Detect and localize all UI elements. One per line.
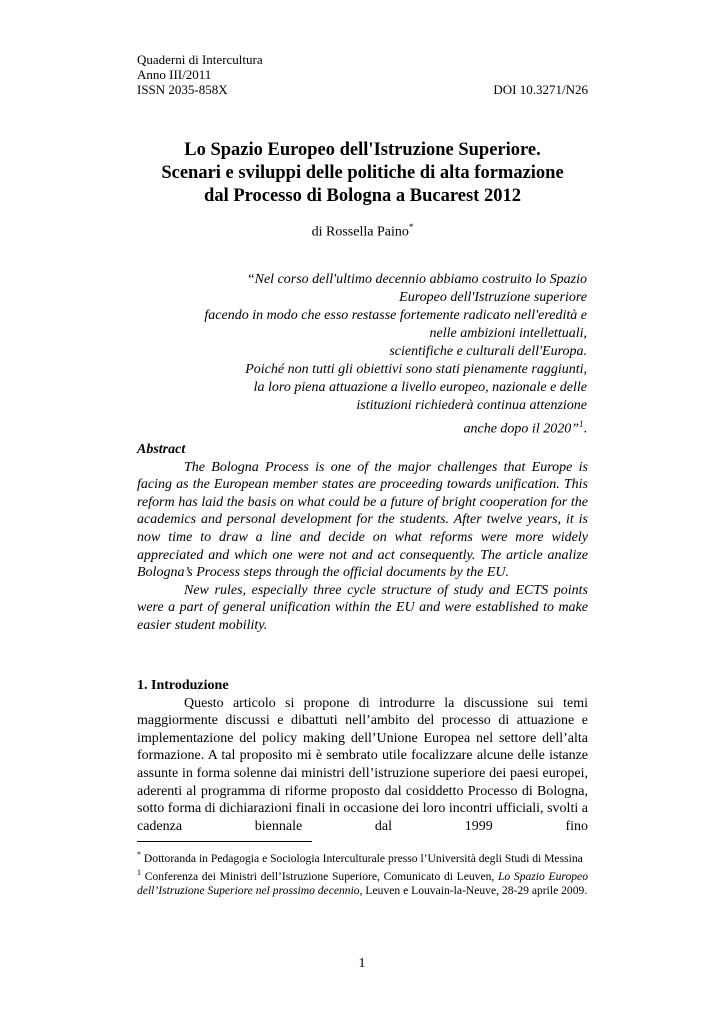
author-footnote-mark: * <box>408 222 414 232</box>
introduction-paragraph: Questo articolo si propone di introdurre la discussione sui temi maggiormente discussi e dibattuti nell’ambito del processo di attuazione e implementazione del policy making dell’Unione Europea nel settore dell’alta formazione. A tal proposito mi è sembrato utile focalizzare alcune delle istanze assunte in forma solenne dai ministri dell’istruzione superiore dei paesi europei, aderenti al programma di riforme proposto dal cosiddetto Processo di Bologna, sotto forma di dichiarazioni finali in occasione dei loro incontri ufficiali, svolti a cadenza biennale dal 1999 fino <box>137 695 588 834</box>
epigraph-line: la loro piena attuazione a livello europeo, nazionale e delle <box>253 380 587 395</box>
abstract-paragraph: The Bologna Process is one of the major challenges that Europe is facing as the European member states are proceeding towards unification. This reform has laid the basis on what could be a future of bright cooperation for the academics and personal development for the students. After twelve years, it is now time to draw a line and decide on what reforms were more widely appreciated and which one were not and act consequently. The article analize Bologna’s Process steps through the official documents by the EU. <box>137 459 588 581</box>
author-name: di Rossella Paino <box>311 224 409 240</box>
epigraph-line: scientifiche e culturali dell'Europa. <box>389 344 587 359</box>
epigraph-line: Europeo dell'Istruzione superiore <box>399 290 587 305</box>
epigraph-line: istituzioni richiederà continua attenzione <box>356 398 587 413</box>
epigraph-end: . <box>583 421 587 437</box>
doi: DOI 10.3271/N26 <box>493 82 588 97</box>
journal-name: Quaderni di Intercultura <box>137 52 263 67</box>
footnote-text: , Leuven e Louvain-la-Neuve, 28-29 aprile 2009. <box>359 883 588 897</box>
introduction-section <box>137 677 588 835</box>
journal-year: Anno III/2011 <box>137 67 212 82</box>
article-title <box>130 139 595 208</box>
issn: ISSN 2035-858X <box>137 82 228 97</box>
issn-doi-row <box>137 82 588 97</box>
epigraph-line: anche dopo il 2020” <box>463 421 579 437</box>
footnote-text: Conferenza dei Ministri dell’Istruzione Superiore, Comunicato di Leuven, <box>144 869 498 883</box>
epigraph-line: Poiché non tutti gli obiettivi sono stati pienamente raggiunti, <box>245 362 587 377</box>
footnote-text: Dottoranda in Pedagogia e Sociologia Interculturale presso l’Università degli Studi di Messina <box>143 851 583 865</box>
epigraph-footnote-mark: 1 <box>579 419 584 429</box>
section-heading: 1. Introduzione <box>137 678 229 693</box>
abstract-heading: Abstract <box>137 442 186 457</box>
abstract-section <box>137 441 588 635</box>
footnote-mark: * <box>137 850 141 859</box>
epigraph-last-line <box>150 415 587 439</box>
epigraph-line: “Nel corso dell'ultimo decennio abbiamo costruito lo Spazio <box>246 272 587 287</box>
footnote <box>137 866 588 898</box>
running-header <box>137 52 588 97</box>
page-number: 1 <box>358 956 366 971</box>
footnote-separator <box>137 841 312 842</box>
title-line: dal Processo di Bologna a Bucarest 2012 <box>204 186 521 206</box>
epigraph-quote <box>150 271 587 439</box>
footnotes <box>137 848 588 898</box>
author-line <box>137 222 588 241</box>
abstract-paragraph: New rules, especially three cycle structure of study and ECTS points were a part of general unification within the EU and were established to make easier student mobility. <box>137 582 588 633</box>
title-line: Scenari e sviluppi delle politiche di alta formazione <box>161 163 564 183</box>
epigraph-line: nelle ambizioni intellettuali, <box>429 326 587 341</box>
footnote-cited-title: Lo Spazio Europeo dell’Istruzione Superiore nel prossimo decennio <box>137 869 588 897</box>
footnote <box>137 848 588 866</box>
footnote-mark: 1 <box>137 867 141 877</box>
epigraph-line: facendo in modo che esso restasse fortemente radicato nell'eredità e <box>204 308 587 323</box>
title-line: Lo Spazio Europeo dell'Istruzione Superiore. <box>184 140 541 160</box>
